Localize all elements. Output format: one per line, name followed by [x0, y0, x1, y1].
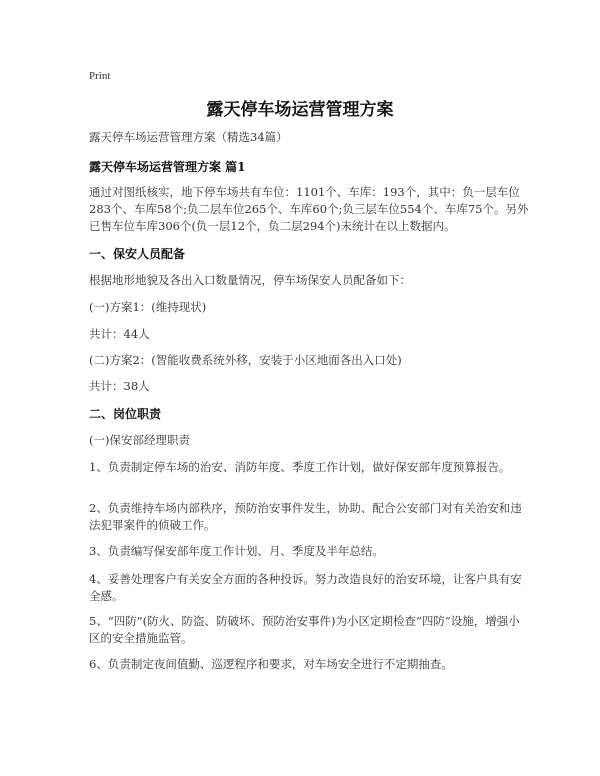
duty-item-3: 3、负责编写保安部年度工作计划、月、季度及半年总结。 [89, 544, 384, 558]
document-title: 露天停车场运营管理方案 [206, 100, 394, 120]
total1-text: 共计：44人 [89, 327, 150, 341]
duty-item-4: 4、妥善处理客户有关安全方面的各种投诉。努力改造良好的治安环境，让客户具有安全感。 [89, 572, 522, 603]
article-title: 露天停车场运营管理方案 篇1 [89, 160, 246, 174]
section2-heading: 二、岗位职责 [89, 407, 162, 421]
section1-lead: 根据地形地貌及各出入口数量情况，停车场保安人员配备如下： [89, 273, 411, 287]
print-label[interactable]: Print [89, 70, 111, 82]
duty-item-6: 6、负责制定夜间值勤、巡逻程序和要求，对车场安全进行不定期抽查。 [89, 657, 453, 671]
intro-paragraph: 通过对图纸核实，地下停车场共有车位：1101个、车库：193个，其中：负一层车位283个、车库58个;负二层车位265个、车库60个;负三层车位554个、车库75个。另外已售车位车库306个(负一层12个，负二层294个)未统计在以上数据内。 [89, 185, 529, 233]
duty-item-1: 1、负责制定停车场的治安、消防年度、季度工作计划，做好保安部年度预算报告。 [89, 460, 511, 474]
section2-subheading: (一)保安部经理职责 [89, 433, 190, 447]
document-subtitle: 露天停车场运营管理方案（精选34篇） [89, 130, 288, 144]
duty-item-5: 5、“四防”(防火、防盗、防破坏、预防治安事件)为小区定期检查“四防”设施，增强小区的安全措施监管。 [89, 614, 520, 645]
plan1-text: (一)方案1：(维持现状) [89, 300, 207, 314]
plan2-text: (二)方案2：(智能收费系统外移，安装于小区地面各出入口处) [89, 353, 402, 367]
duty-item-2: 2、负责维持车场内部秩序，预防治安事件发生，协助、配合公安部门对有关治安和违法犯罪案件的侦破工作。 [89, 501, 522, 532]
total2-text: 共计：38人 [89, 379, 150, 393]
section1-heading: 一、保安人员配备 [89, 247, 186, 261]
